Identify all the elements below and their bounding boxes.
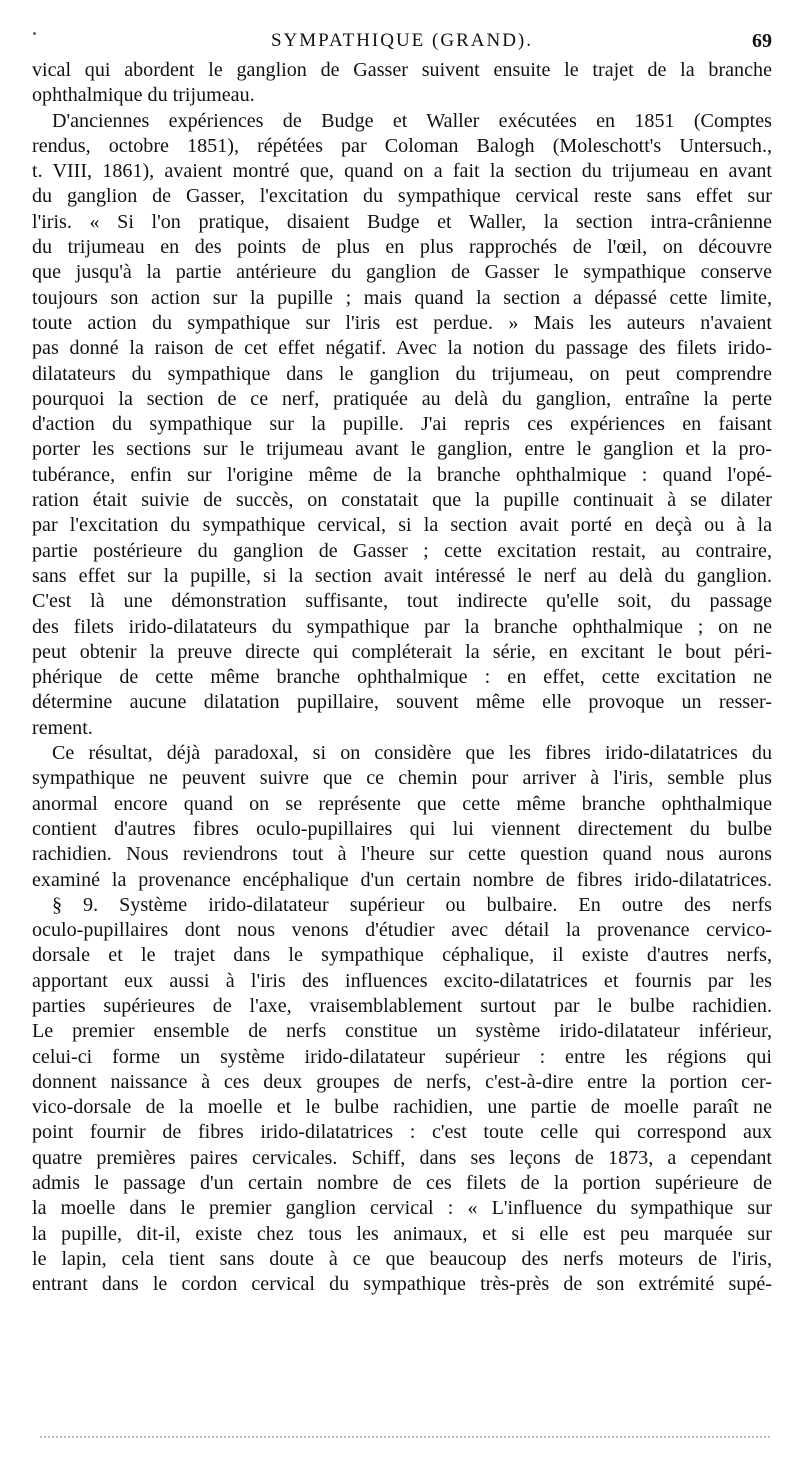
text-line: par l'excitation du sympathique cervical, si la section avait porté en deçà ou à la	[32, 514, 772, 537]
text-line: tubérance, enfin sur l'origine même de la branche ophthalmique : quand l'opé-	[32, 463, 772, 486]
text-line: quatre premières paires cervicales. Schiff, dans ses leçons de 1873, a cependant	[32, 1146, 772, 1169]
text-line: oculo-pupillaires dont nous venons d'étudier avec détail la provenance cervico-	[32, 919, 772, 942]
text-line: parties supérieures de l'axe, vraisemblablement surtout par le bulbe rachidien.	[32, 994, 772, 1017]
text-line: la moelle dans le premier ganglion cervical : « L'influence du sympathique sur	[32, 1197, 772, 1220]
text-line: Ce résultat, déjà paradoxal, si on considère que les fibres irido-dilatatrices du	[52, 742, 772, 765]
text-line: du trijumeau en des points de plus en plus rapprochés de l'œil, on découvre	[32, 236, 772, 259]
text-line: rement.	[32, 716, 93, 739]
text-line: vico-dorsale de la moelle et le bulbe rachidien, une partie de moelle paraît ne	[32, 1096, 772, 1119]
text-line: des filets irido-dilatateurs du sympathique par la branche ophthalmique ; on ne	[32, 615, 772, 638]
section-heading-line: § 9. Système irido-dilatateur supérieur ou bulbaire. En outre des nerfs	[52, 893, 772, 916]
running-title: SYMPATHIQUE (GRAND).	[270, 30, 534, 51]
text-line: partie postérieure du ganglion de Gasser ; cette excitation restait, au contraire,	[32, 539, 772, 562]
bottom-dotted-rule	[40, 1436, 770, 1438]
page-number: 69	[752, 30, 772, 52]
text-line: le lapin, cela tient sans doute à ce que beaucoup des nerfs moteurs de l'iris,	[32, 1247, 772, 1270]
text-line: dilatateurs du sympathique dans le ganglion du trijumeau, on peut comprendre	[32, 362, 772, 385]
text-line: Le premier ensemble de nerfs constitue un système irido-dilatateur inférieur,	[32, 1020, 772, 1043]
text-line: phérique de cette même branche ophthalmique : en effet, cette excitation ne	[32, 666, 772, 689]
text-line: ration était suivie de succès, on constatait que la pupille continuait à se dilater	[32, 489, 772, 512]
text-line: anormal encore quand on se représente que cette même branche ophthalmique	[32, 792, 772, 815]
text-line: sans effet sur la pupille, si la section avait intéressé le nerf au delà du ganglion.	[32, 564, 772, 587]
text-line: toute action du sympathique sur l'iris est perdue. » Mais les auteurs n'avaient	[32, 311, 772, 334]
text-line: D'anciennes expériences de Budge et Waller exécutées en 1851 (Comptes	[52, 109, 772, 132]
text-line: entrant dans le cordon cervical du sympathique très-près de son extrémité supé-	[32, 1273, 772, 1296]
text-line: donnent naissance à ces deux groupes de nerfs, c'est-à-dire entre la portion cer-	[32, 1070, 772, 1093]
text-line: rendus, octobre 1851), répétées par Coloman Balogh (Moleschott's Untersuch.,	[32, 134, 772, 157]
text-line: sympathique ne peuvent suivre que ce chemin pour arriver à l'iris, semble plus	[32, 767, 772, 790]
text-line: dorsale et le trajet dans le sympathique céphalique, il existe d'autres nerfs,	[32, 944, 772, 967]
text-line: pourquoi la section de ce nerf, pratiquée au delà du ganglion, entraîne la perte	[32, 387, 772, 410]
text-line: toujours son action sur la pupille ; mais quand la section a dépassé cette limite,	[32, 286, 772, 309]
text-line: porter les sections sur le trijumeau avant le ganglion, entre le ganglion et la pro-	[32, 438, 772, 461]
text-line: admis le passage d'un certain nombre de ces filets de la portion supérieure de	[32, 1172, 772, 1195]
body-text	[32, 58, 772, 1323]
text-line: d'action du sympathique sur la pupille. J'ai repris ces expériences en faisant	[32, 413, 772, 436]
text-line: contient d'autres fibres oculo-pupillaires qui lui viennent directement du bulbe	[32, 817, 772, 840]
text-line: peut obtenir la preuve directe qui compléterait la série, en excitant le bout péri-	[32, 640, 772, 663]
text-line: examiné la provenance encéphalique d'un certain nombre de fibres irido-dilatatrices.	[32, 868, 772, 891]
text-line: C'est là une démonstration suffisante, tout indirecte qu'elle soit, du passage	[32, 590, 772, 613]
text-line	[32, 1298, 772, 1323]
text-line: pas donné la raison de cet effet négatif. Avec la notion du passage des filets irido-	[32, 337, 772, 360]
text-line: que jusqu'à la partie antérieure du ganglion de Gasser le sympathique conserve	[32, 261, 772, 284]
text-line: vical qui abordent le ganglion de Gasser suivent ensuite le trajet de la branche	[32, 59, 772, 81]
text-line: apportant eux aussi à l'iris des influences excito-dilatatrices et fournis par les	[32, 969, 772, 992]
text-line: ophthalmique du trijumeau.	[32, 84, 255, 107]
text-line: t. VIII, 1861), avaient montré que, quand on a fait la section du trijumeau en avant	[32, 160, 772, 183]
text-line: celui-ci forme un système irido-dilatateur supérieur : entre les régions qui	[32, 1045, 772, 1068]
text-line: rachidien. Nous reviendrons tout à l'heure sur cette question quand nous aurons	[32, 843, 772, 866]
text-line: la pupille, dit-il, existe chez tous les animaux, et si elle est peu marquée sur	[32, 1222, 772, 1245]
text-line: point fournir de fibres irido-dilatatrices : c'est toute celle qui correspond aux	[32, 1121, 772, 1144]
text-line: l'iris. « Si l'on pratique, disaient Budge et Waller, la section intra-crânienne	[32, 210, 772, 233]
running-head	[32, 30, 772, 58]
text-line: du ganglion de Gasser, l'excitation du sympathique cervical reste sans effet sur	[32, 185, 772, 208]
text-line: détermine aucune dilatation pupillaire, souvent même elle provoque un resser-	[32, 691, 772, 714]
